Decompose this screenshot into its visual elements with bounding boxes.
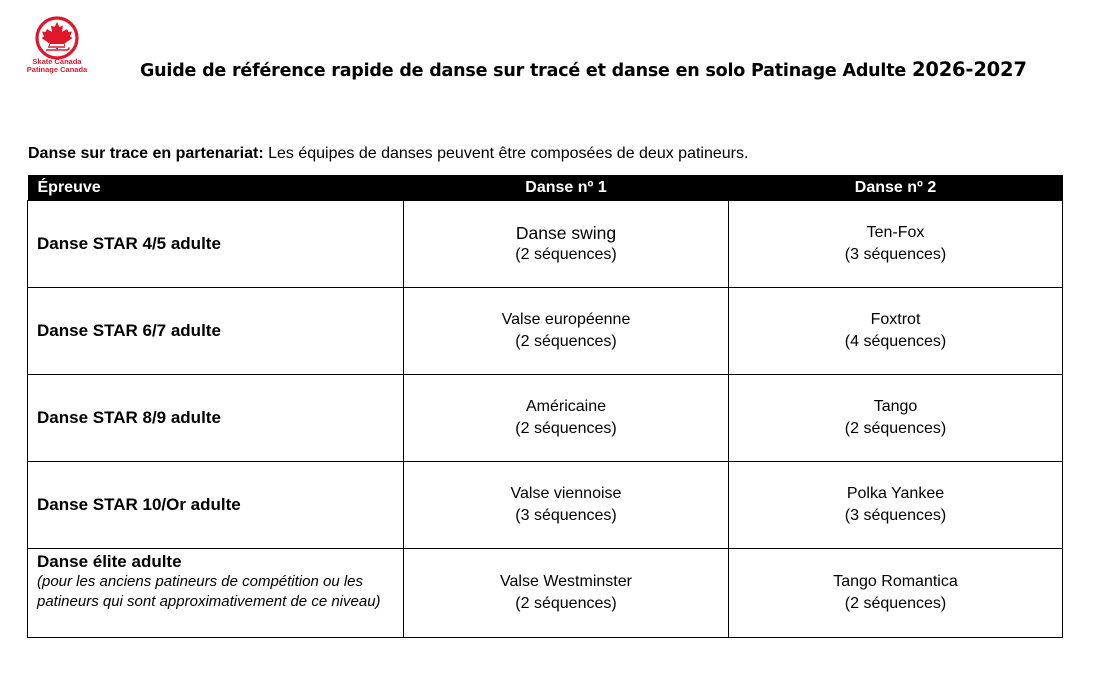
table-header-row xyxy=(28,175,1063,201)
dance-1-sequences: (3 séquences) xyxy=(515,507,617,524)
dance-1-sequences: (2 séquences) xyxy=(515,595,617,612)
dance-2-cell xyxy=(729,201,1063,288)
dance-1-cell xyxy=(404,288,729,375)
event-name: Danse élite adulte xyxy=(37,552,182,571)
dance-1-sequences: (2 séquences) xyxy=(515,246,617,263)
dance-2-sequences: (3 séquences) xyxy=(844,507,947,524)
dance-1-cell xyxy=(404,201,729,288)
dance-1-sequences: (2 séquences) xyxy=(515,333,617,350)
table-row xyxy=(28,288,1063,375)
event-note: (pour les anciens patineurs de compétition ou les patineurs qui sont approximativement de ce niveau) xyxy=(37,573,381,610)
logo-line-1: Skate Canada xyxy=(32,57,82,66)
dance-2-sequences: (2 séquences) xyxy=(844,420,947,437)
event-cell: Danse STAR 6/7 adulte xyxy=(28,288,404,375)
dance-2-name: Tango xyxy=(873,398,918,415)
title-year: 2026-2027 xyxy=(911,58,1027,81)
table-row xyxy=(28,201,1063,288)
header-event: Épreuve xyxy=(28,175,404,201)
dance-1-cell xyxy=(404,462,729,549)
dance-2-name: Tango Romantica xyxy=(833,573,958,590)
intro-line xyxy=(28,145,748,163)
dance-2-name: Polka Yankee xyxy=(846,485,945,502)
dance-1-name: Danse swing xyxy=(515,223,617,243)
title-text: Guide de référence rapide de danse sur tracé et danse en solo Patinage Adulte xyxy=(140,61,907,81)
maple-leaf-skate-icon xyxy=(24,14,90,62)
dance-2-cell xyxy=(729,375,1063,462)
event-cell: Danse STAR 4/5 adulte xyxy=(28,201,404,288)
event-cell: Danse STAR 10/Or adulte xyxy=(28,462,404,549)
event-cell xyxy=(28,549,404,638)
dance-1-name: Américaine xyxy=(525,398,607,415)
dance-1-name: Valse viennoise xyxy=(510,485,622,502)
intro-lead: Danse sur trace en partenariat: xyxy=(28,145,264,162)
dance-1-name: Valse Westminster xyxy=(500,573,632,590)
dance-1-sequences: (2 séquences) xyxy=(515,420,617,437)
dance-table xyxy=(27,175,1063,638)
dance-2-sequences: (3 séquences) xyxy=(844,246,947,263)
dance-1-cell xyxy=(404,549,729,638)
dance-2-cell xyxy=(729,549,1063,638)
logo-text xyxy=(24,58,90,74)
document-title xyxy=(140,58,1027,81)
event-cell: Danse STAR 8/9 adulte xyxy=(28,375,404,462)
dance-2-name: Ten-Fox xyxy=(866,224,925,241)
dance-1-cell xyxy=(404,375,729,462)
dance-2-sequences: (2 séquences) xyxy=(844,595,947,612)
header-dance-1: Danse nº 1 xyxy=(404,175,729,201)
intro-text: Les équipes de danses peuvent être composées de deux patineurs. xyxy=(268,145,749,162)
dance-2-cell xyxy=(729,462,1063,549)
table-row xyxy=(28,375,1063,462)
dance-2-sequences: (4 séquences) xyxy=(844,333,947,350)
dance-2-cell xyxy=(729,288,1063,375)
dance-2-name: Foxtrot xyxy=(870,311,921,328)
logo-line-2: Patinage Canada xyxy=(26,65,88,74)
table-row xyxy=(28,462,1063,549)
table-row xyxy=(28,549,1063,638)
header-dance-2: Danse nº 2 xyxy=(729,175,1063,201)
dance-1-name: Valse européenne xyxy=(501,311,631,328)
